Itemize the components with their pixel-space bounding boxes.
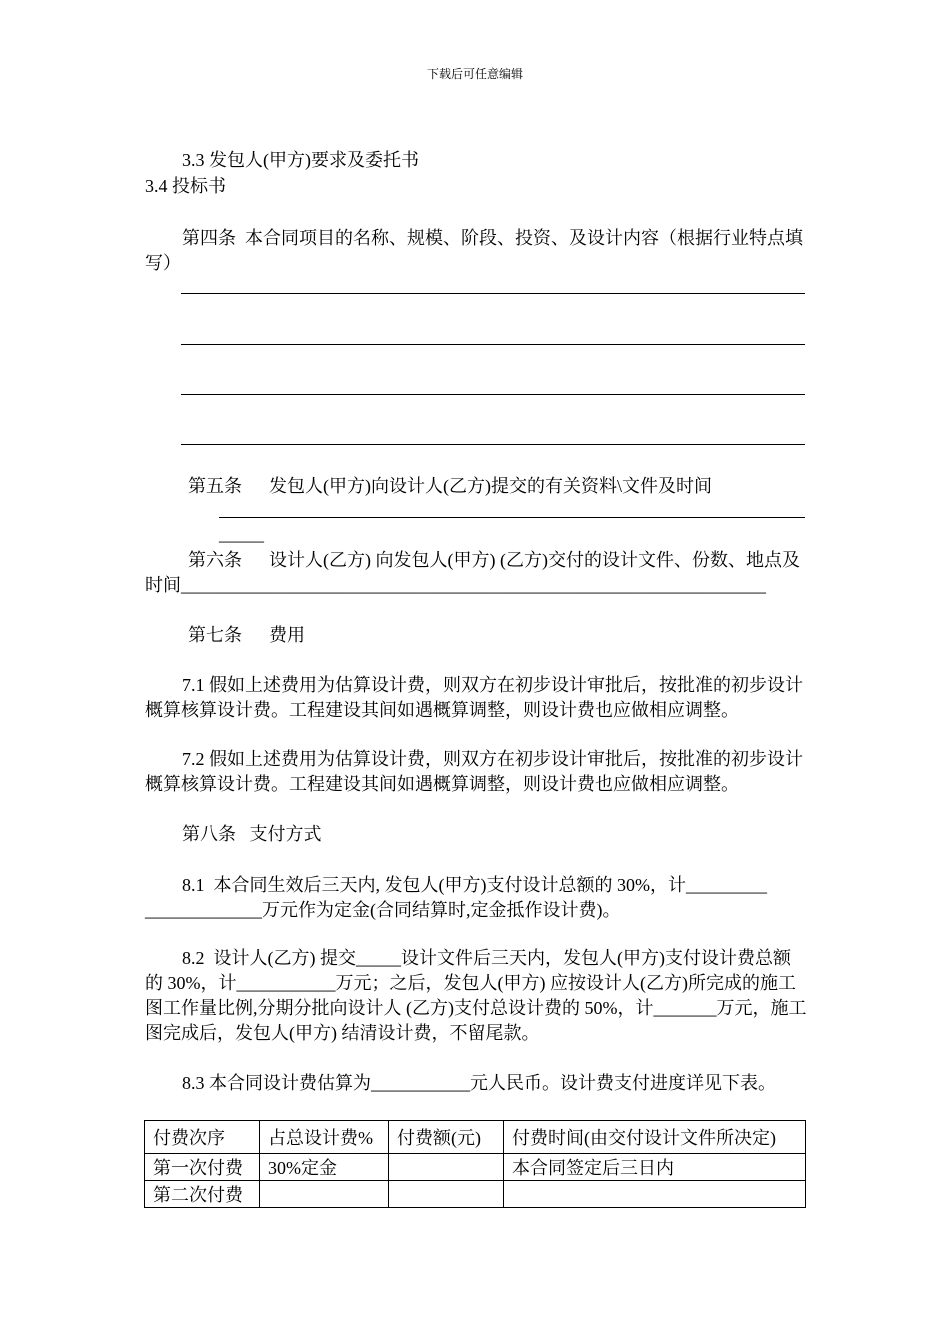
paragraph-7-1: 7.1 假如上述费用为估算设计费，则双方在初步设计审批后，按批准的初步设计概算核算设计费。工程建设其间如遇概算调整，则设计费也应做相应调整。 (145, 675, 803, 720)
paragraph-8-1: 8.1 本合同生效后三天内, 发包人(甲方)支付设计总额的 30%，计_________ _____________万元作为定金(合同结算时,定金抵作设计费)。 (145, 875, 772, 920)
table-header-cell: 付费时间(由交付设计文件所决定) (504, 1121, 806, 1154)
table-cell (389, 1181, 504, 1208)
page-header-note: 下载后可任意编辑 (426, 67, 523, 81)
article-4: 第四条 本合同项目的名称、规模、阶段、投资、及设计内容（根据行业特点填写） (145, 228, 803, 273)
table-header-cell: 付费额(元) (389, 1121, 504, 1154)
payment-schedule-table (144, 1120, 806, 1208)
table-cell: 第一次付费 (145, 1154, 260, 1181)
table-row (145, 1181, 806, 1208)
blank-line-2 (181, 344, 805, 345)
article-6: 第六条 设计人(乙方) 向发包人(甲方) (乙方)交付的设计文件、份数、地点及时间_________________________________________________________________ (145, 550, 800, 595)
table-header-cell: 占总设计费% (260, 1121, 389, 1154)
blank-line-5 (219, 517, 805, 518)
blank-line-1 (181, 293, 805, 294)
blank-line-3 (181, 394, 805, 395)
table-cell (260, 1181, 389, 1208)
table-row (145, 1154, 806, 1181)
table-cell: 本合同签定后三日内 (504, 1154, 806, 1181)
blank-line-4 (181, 444, 805, 445)
table-cell (504, 1181, 806, 1208)
article-8: 第八条 支付方式 (182, 824, 322, 844)
paragraph-8-2: 8.2 设计人(乙方) 提交_____设计文件后三天内，发包人(甲方)支付设计费总额的 30%，计___________万元；之后，发包人(甲方) 应按设计人(乙方)所完成的施工图工作量比例,分期分批向设计人 (乙方)支付总设计费的 50%，计_______万元，施工图完成后，发包人(甲方) 结清设计费，不留尾款。 (145, 948, 807, 1043)
section-3-4: 3.4 投标书 (145, 176, 226, 196)
paragraph-8-3: 8.3 本合同设计费估算为___________元人民币。设计费支付进度详见下表。 (182, 1073, 776, 1093)
article-5-tail: _____ (219, 524, 264, 544)
table-cell: 第二次付费 (145, 1181, 260, 1208)
article-5: 第五条 发包人(甲方)向设计人(乙方)提交的有关资料\文件及时间 (188, 476, 712, 496)
paragraph-7-2: 7.2 假如上述费用为估算设计费，则双方在初步设计审批后，按批准的初步设计概算核算设计费。工程建设其间如遇概算调整，则设计费也应做相应调整。 (145, 749, 803, 794)
table-cell: 30%定金 (260, 1154, 389, 1181)
table-cell (389, 1154, 504, 1181)
table-header-cell: 付费次序 (145, 1121, 260, 1154)
section-3-3: 3.3 发包人(甲方)要求及委托书 (182, 150, 419, 170)
article-7: 第七条 费用 (188, 625, 305, 645)
table-header-row (145, 1121, 806, 1154)
